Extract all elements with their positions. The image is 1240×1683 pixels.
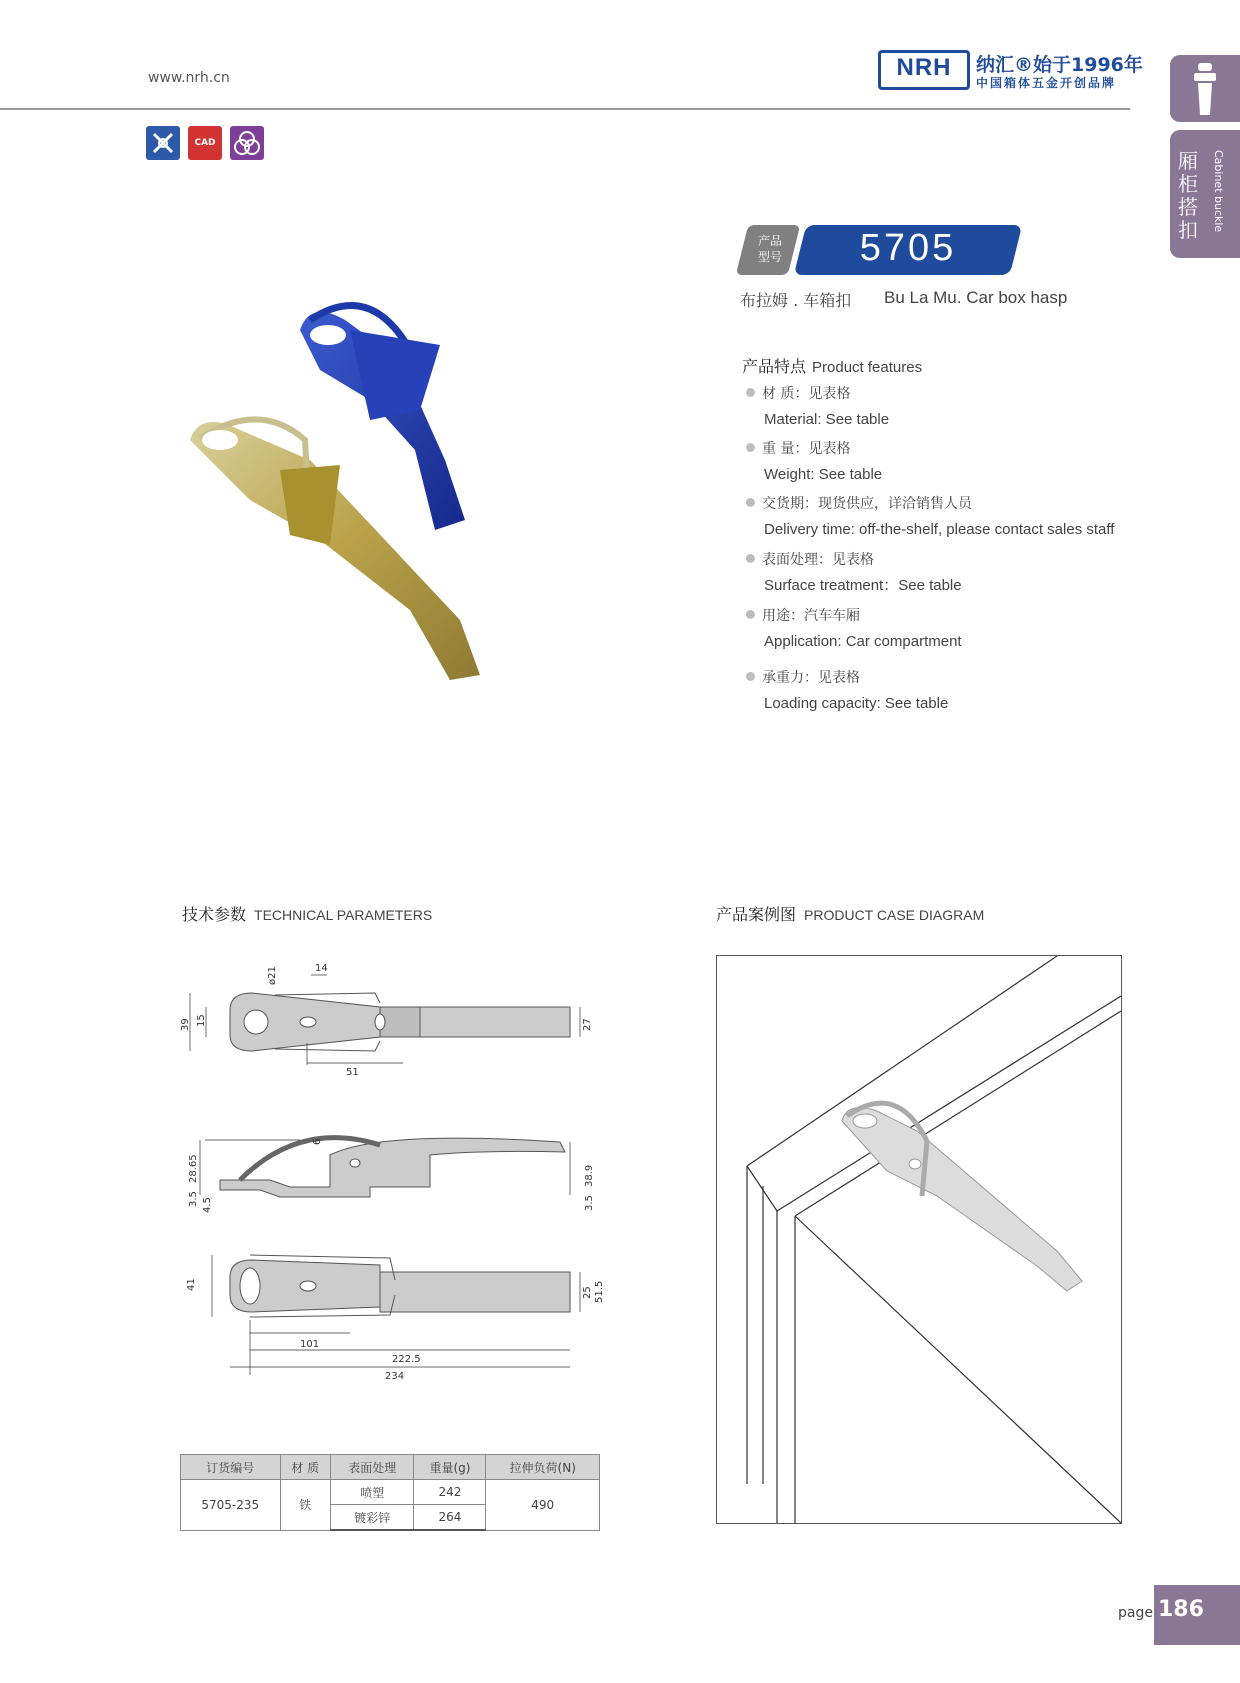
technical-drawing	[180, 955, 620, 1385]
tech-params-title-cn: 技术参数	[182, 905, 247, 924]
features-title-en: Product features	[812, 359, 923, 376]
side-tab-label-cn: 厢柜搭扣	[1178, 149, 1198, 242]
bullet-icon	[746, 498, 755, 507]
features-title	[742, 354, 922, 377]
tech-params-title-en: TECHNICAL PARAMETERS	[254, 907, 433, 923]
dim-label: 38.9	[584, 1164, 595, 1187]
dim-label: 3.5	[584, 1195, 595, 1211]
cad-icon-label: CAD	[194, 138, 216, 148]
dim-label: 51	[346, 1067, 359, 1078]
feature-item	[746, 492, 1166, 542]
feature-en: Weight: See table	[764, 466, 883, 483]
case-diagram-frame	[716, 955, 1122, 1524]
bullet-icon	[746, 610, 755, 619]
product-photo	[170, 290, 660, 700]
dim-label: 25	[582, 1286, 593, 1299]
bullet-icon	[746, 388, 755, 397]
feature-en: Application: Car compartment	[764, 633, 962, 650]
feature-item	[746, 604, 1166, 654]
bullet-icon	[746, 554, 755, 563]
dim-label: 41	[186, 1278, 197, 1291]
feature-cn: 承重力：见表格	[762, 670, 860, 686]
feature-item	[746, 548, 1166, 598]
dim-label: 15	[196, 1014, 207, 1027]
feature-item	[746, 382, 1166, 432]
bullet-icon	[746, 443, 755, 452]
dim-label: 4.5	[202, 1197, 213, 1213]
order-no-cell: 5705-235	[181, 1480, 281, 1531]
table-header-row	[181, 1455, 600, 1480]
finish-cell: 镀彩锌	[330, 1505, 414, 1531]
dim-label: 234	[385, 1371, 405, 1382]
latch-on-box	[842, 1103, 1082, 1291]
col-header: 表面处理	[330, 1455, 414, 1480]
side-view	[220, 1138, 565, 1197]
case-diagram	[717, 956, 1121, 1523]
product-name-en: Bu La Mu. Car box hasp	[884, 288, 1068, 307]
dim-label: ø21	[267, 966, 278, 985]
feature-en: Material: See table	[764, 411, 890, 428]
feature-cn: 表面处理：见表格	[762, 552, 874, 568]
dim-label: 14	[315, 963, 328, 974]
dim-label: 51.5	[594, 1280, 605, 1303]
bottom-view	[230, 1255, 570, 1317]
features-title-cn: 产品特点	[742, 357, 807, 376]
dim-label: 101	[300, 1339, 320, 1350]
page-number: 186	[1158, 1597, 1204, 1622]
feature-en: Loading capacity: See table	[764, 695, 949, 712]
drawing-tools-icon[interactable]	[146, 126, 180, 160]
weight-cell: 242	[414, 1480, 486, 1505]
feature-en: Surface treatment：See table	[764, 577, 962, 594]
bullet-icon	[746, 672, 755, 681]
col-header: 材 质	[280, 1455, 330, 1480]
feature-cn: 重 量：见表格	[762, 441, 851, 457]
model-badge-label: 产品 型号	[757, 234, 782, 264]
case-diagram-title	[716, 902, 984, 925]
feature-item	[746, 666, 1166, 716]
color-circles-icon[interactable]	[230, 126, 264, 160]
brand-logo: NRH	[896, 54, 952, 81]
weight-cell: 264	[414, 1505, 486, 1531]
dim-label: 27	[582, 1018, 593, 1031]
material-cell: 铁	[280, 1480, 330, 1531]
feature-en: Delivery time: off-the-shelf, please contact sales staff	[764, 521, 1115, 538]
tech-params-title	[182, 902, 432, 925]
col-header: 订货编号	[181, 1455, 281, 1480]
feature-cn: 材 质：见表格	[762, 386, 851, 402]
case-diagram-title-cn: 产品案例图	[716, 905, 797, 924]
feature-cn: 用途：汽车车厢	[762, 608, 860, 624]
cad-icon[interactable]	[188, 126, 222, 160]
circles-glyph	[233, 129, 261, 157]
site-url[interactable]: www.nrh.cn	[148, 70, 230, 86]
dim-label: 6	[312, 1138, 323, 1145]
load-cell: 490	[486, 1480, 600, 1531]
header-divider	[0, 108, 1130, 110]
latch-icon	[1170, 55, 1240, 122]
dim-label: 39	[180, 1018, 191, 1031]
col-header: 重量(g)	[414, 1455, 486, 1480]
page-label: page	[1118, 1605, 1153, 1621]
logo-tagline: 纳汇®始于1996年	[976, 54, 1143, 76]
side-tab-icon-area	[1170, 55, 1240, 122]
dim-label: 3.5	[188, 1191, 199, 1207]
top-view	[230, 993, 570, 1051]
spec-table	[180, 1454, 600, 1531]
side-tab-label-en: Cabinet buckle	[1212, 150, 1225, 233]
dim-label: 28.65	[188, 1154, 199, 1183]
feature-cn: 交货期：现货供应，详洽销售人员	[762, 496, 972, 512]
dim-label: 222.5	[392, 1354, 421, 1365]
col-header: 拉伸负荷(N)	[486, 1455, 600, 1480]
model-number: 5705	[859, 227, 957, 269]
table-row	[181, 1480, 600, 1505]
product-name-cn: 布拉姆 . 车箱扣	[740, 291, 852, 310]
logo-subtitle: 中国箱体五金开创品牌	[976, 76, 1117, 90]
case-diagram-title-en: PRODUCT CASE DIAGRAM	[804, 907, 985, 923]
tools-glyph	[150, 130, 176, 156]
finish-cell: 喷塑	[330, 1480, 414, 1505]
feature-item	[746, 437, 1166, 487]
